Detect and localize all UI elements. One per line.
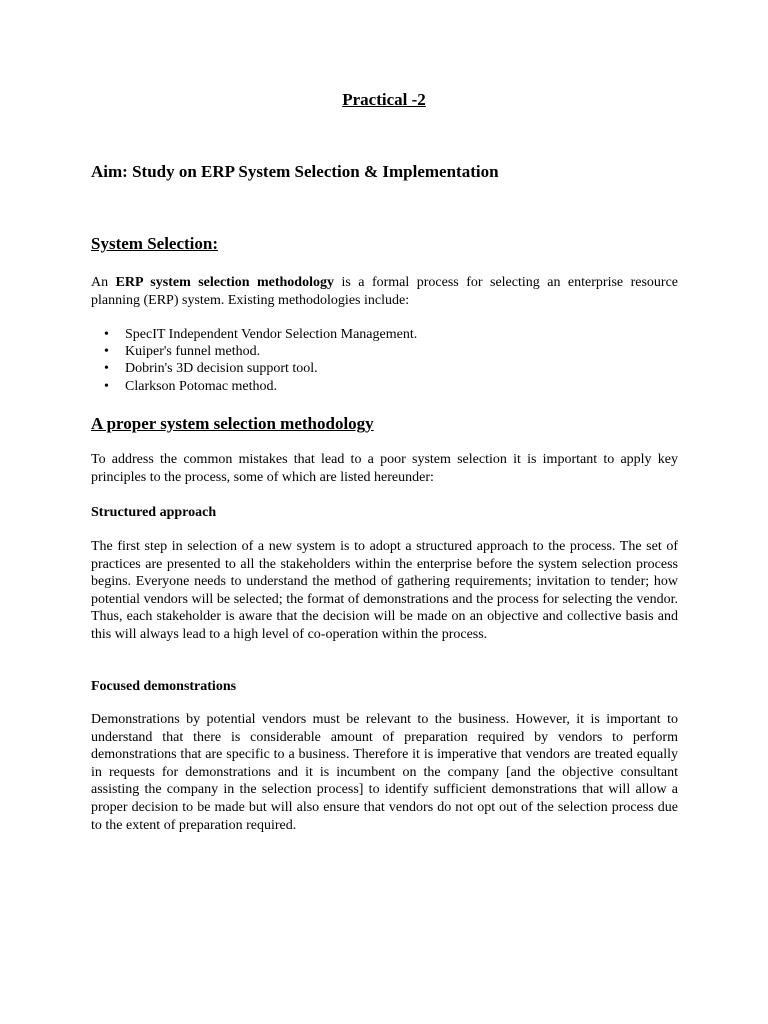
system-selection-heading: System Selection: bbox=[91, 234, 219, 253]
page-title: Practical -2 bbox=[342, 90, 426, 109]
list-item bbox=[91, 378, 678, 395]
list-item bbox=[91, 343, 678, 360]
intro-rest: is a formal process for selecting an enterprise resource planning (ERP) system. Existing methodologies include: bbox=[91, 275, 679, 308]
system-selection-intro bbox=[91, 274, 678, 309]
structured-approach-heading: Structured approach bbox=[91, 505, 217, 520]
list-item-text: SpecIT Independent Vendor Selection Management. bbox=[125, 327, 418, 342]
bullet-icon: • bbox=[104, 361, 109, 377]
focused-demonstrations-text: Demonstrations by potential vendors must be relevant to the business. However, it is important to understand that there is considerable amount of preparation required by vendors to perform demonstrations that are specific to a business. Therefore it is imperative that vendors are treated equally in requests for demonstrations and it is incumbent on the company [and the objective consultant assisting the company in the selection process] to identify sufficient demonstrations that will allow a proper decision to be made but will also ensure that vendors do not opt out of the selection process due to the extent of preparation required. bbox=[91, 712, 678, 833]
focused-demonstrations-heading: Focused demonstrations bbox=[91, 679, 237, 694]
list-item bbox=[91, 326, 678, 343]
list-item-text: Kuiper's funnel method. bbox=[125, 344, 261, 360]
aim-heading: Aim: Study on ERP System Selection & Implementation bbox=[91, 162, 499, 181]
intro-prefix: An bbox=[91, 275, 116, 290]
list-item-text: Dobrin's 3D decision support tool. bbox=[125, 361, 318, 377]
bullet-icon: • bbox=[104, 344, 109, 360]
methodology-heading: A proper system selection methodology bbox=[91, 414, 374, 433]
methodology-list bbox=[91, 326, 678, 395]
structured-approach-text: The first step in selection of a new system is to adopt a structured approach to the process. The set of practices are presented to all the stakeholders within the enterprise before the system selection process begins. Everyone needs to understand the method of gathering requirements; invitation to tender; how potential vendors will be selected; the format of demonstrations and the process for selecting the vendor. Thus, each stakeholder is aware that the decision will be made on an objective and collective basis and this will always lead to a high level of co-operation within the process. bbox=[91, 539, 678, 642]
bullet-icon: • bbox=[104, 378, 109, 394]
list-item bbox=[91, 360, 678, 377]
methodology-intro: To address the common mistakes that lead to a poor system selection it is important to apply key principles to the process, some of which are listed hereunder: bbox=[91, 452, 678, 485]
intro-bold-term: ERP system selection methodology bbox=[115, 275, 334, 290]
bullet-icon: • bbox=[104, 327, 109, 342]
list-item-text: Clarkson Potomac method. bbox=[125, 378, 278, 394]
